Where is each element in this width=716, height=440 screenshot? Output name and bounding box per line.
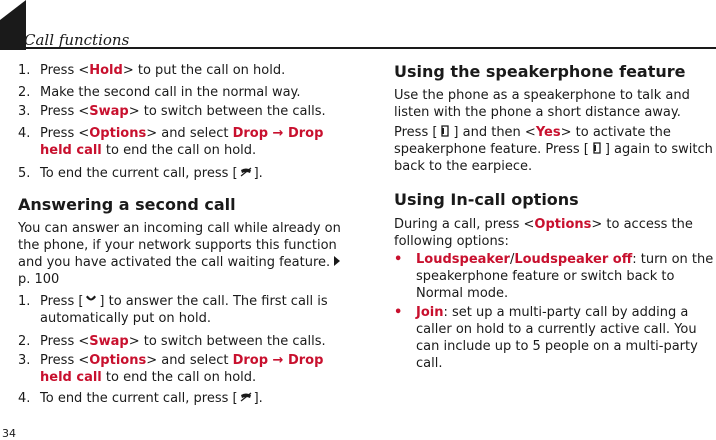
- softkey-label: Options: [534, 217, 592, 232]
- incall-intro: During a call, press <Options> to access the following options:: [394, 217, 693, 249]
- step-number: 1.: [18, 63, 31, 78]
- step-number: 4.: [18, 391, 31, 406]
- page-title: Call functions: [24, 31, 130, 49]
- step-text: Press [ ] to answer the call. The first call is automatically put on hold.: [40, 294, 328, 326]
- menu-label: Drop held call: [40, 353, 324, 385]
- option-label: Join: [416, 305, 444, 320]
- side-key-icon: [438, 125, 452, 137]
- step-number: 2.: [18, 334, 31, 349]
- softkey-label: Swap: [89, 334, 129, 349]
- softkey-label: Swap: [89, 104, 129, 119]
- softkey-label: Hold: [89, 63, 123, 78]
- softkey-label: Options: [89, 126, 147, 141]
- step-text: Press <Swap> to switch between the calls.: [40, 104, 326, 119]
- side-key-icon: [590, 142, 604, 154]
- answering-intro: You can answer an incoming call while already on the phone, if your network supports this function and you have activated the call waiting feature.p. 100: [18, 221, 341, 287]
- softkey-label: Yes: [535, 125, 561, 140]
- bullet: •: [394, 252, 403, 267]
- step-text: Press <Hold> to put the call on hold.: [40, 63, 286, 78]
- step-text: Press <Options> and select Drop → Drop held call to end the call on hold.: [40, 126, 324, 158]
- section-heading-answering: Answering a second call: [18, 195, 236, 214]
- step-text: Press <Swap> to switch between the calls.: [40, 334, 326, 349]
- step-number: 3.: [18, 353, 31, 368]
- option-label: Loudspeaker: [416, 252, 510, 267]
- step-text: Press <Options> and select Drop → Drop held call to end the call on hold.: [40, 353, 324, 385]
- softkey-label: Options: [89, 353, 147, 368]
- step-number: 4.: [18, 126, 31, 141]
- bullet: •: [394, 305, 403, 320]
- menu-label: Drop: [232, 126, 269, 141]
- end-call-icon: [239, 391, 253, 403]
- step-text: To end the current call, press [ ].: [40, 166, 263, 181]
- step-text: To end the current call, press [ ].: [40, 391, 263, 406]
- step-number: 1.: [18, 294, 31, 309]
- option-label: Loudspeaker off: [514, 252, 633, 267]
- menu-label: Drop held call: [40, 126, 324, 158]
- menu-label: Drop: [232, 353, 269, 368]
- send-call-icon: [84, 294, 98, 306]
- step-number: 3.: [18, 104, 31, 119]
- step-number: 2.: [18, 85, 31, 100]
- page-reference: p. 100: [18, 272, 60, 287]
- speakerphone-instructions: Press [ ] and then <Yes> to activate the speakerphone feature. Press [ ] again to switch back to the earpiece.: [394, 125, 713, 174]
- step-number: 5.: [18, 166, 31, 181]
- reference-arrow-icon: [334, 256, 340, 266]
- header-slant-decoration: [0, 0, 26, 50]
- speakerphone-intro: Use the phone as a speakerphone to talk and listen with the phone a short distance away.: [394, 88, 690, 120]
- page-number: 34: [2, 427, 16, 440]
- section-heading-speakerphone: Using the speakerphone feature: [394, 62, 686, 81]
- step-text: Make the second call in the normal way.: [40, 85, 301, 100]
- page-header: [0, 0, 716, 48]
- section-heading-incall: Using In-call options: [394, 190, 579, 209]
- end-call-icon: [239, 166, 253, 178]
